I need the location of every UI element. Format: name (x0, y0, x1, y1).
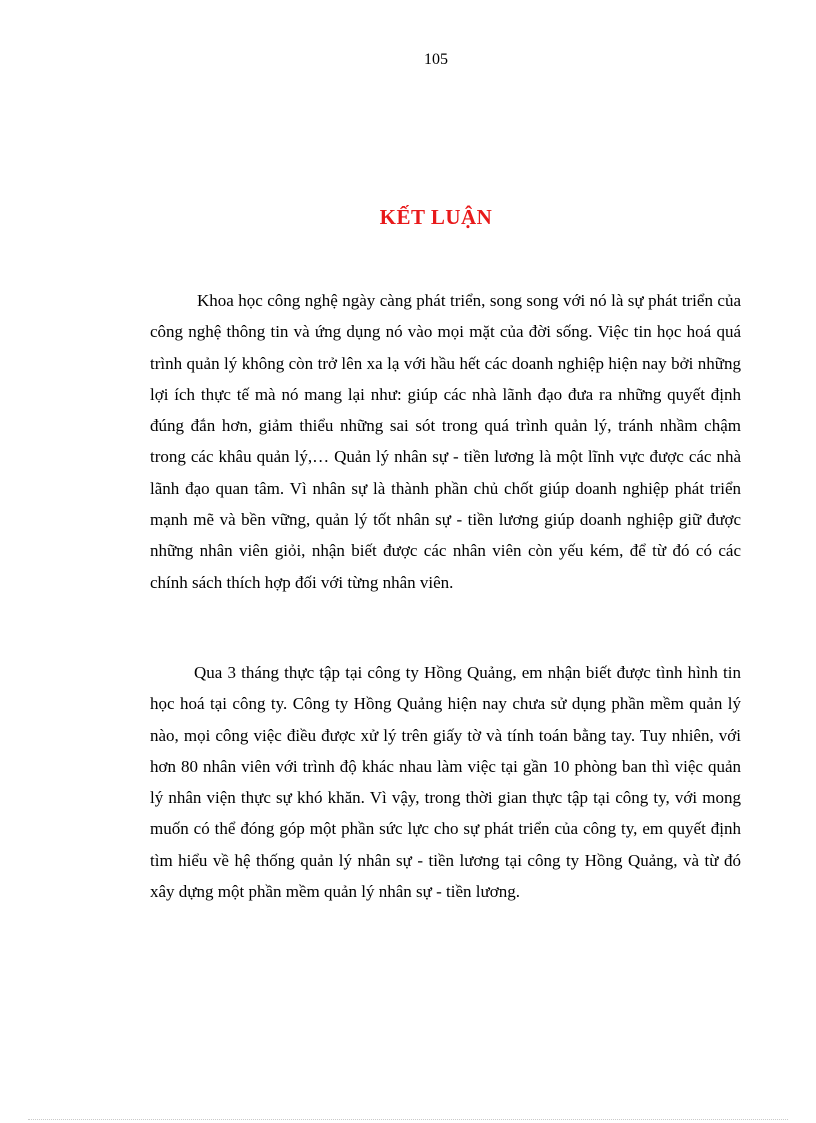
paragraph-internship: Qua 3 tháng thực tập tại công ty Hồng Quảng, em nhận biết được tình hình tin học hoá tại công ty. Công ty Hồng Quảng hiện nay chưa sử dụng phần mềm quản lý nào, mọi công việc điều được xử lý trên giấy tờ và tính toán bằng tay. Tuy nhiên, với hơn 80 nhân viên với trình độ khác nhau làm việc tại gần 10 phòng ban thì việc quản lý nhân viện thực sự khó khăn. Vì vậy, trong thời gian thực tập tại công ty, với mong muốn có thể đóng góp một phần sức lực cho sự phát triển của công ty, em quyết định tìm hiểu về hệ thống quản lý nhân sự - tiền lương tại công ty Hồng Quảng, và từ đó xây dựng một phần mềm quản lý nhân sự - tiền lương. (150, 663, 741, 902)
page-number: 105 (424, 51, 448, 68)
page-bottom-rule (28, 1119, 788, 1120)
section-heading: KẾT LUẬN (379, 205, 493, 229)
paragraph-intro: Khoa học công nghệ ngày càng phát triển, song song với nó là sự phát triển của công nghệ thông tin và ứng dụng nó vào mọi mặt của đời sống. Việc tin học hoá quá trình quản lý không còn trở lên xa lạ với hầu hết các doanh nghiệp hiện nay bởi những lợi ích thực tế mà nó mang lại như: giúp các nhà lãnh đạo đưa ra những quyết định đúng đắn hơn, giảm thiểu những sai sót trong quá trình quản lý, tránh nhầm chậm trong các khâu quản lý,… Quản lý nhân sự - tiền lương là một lĩnh vực được các nhà lãnh đạo quan tâm. Vì nhân sự là thành phần chủ chốt giúp doanh nghiệp phát triển mạnh mẽ và bền vững, quản lý tốt nhân sự - tiền lương giúp doanh nghiệp giữ được những nhân viên giỏi, nhận biết được các nhân viên còn yếu kém, để từ đó có các chính sách thích hợp đối với từng nhân viên. (150, 291, 741, 592)
